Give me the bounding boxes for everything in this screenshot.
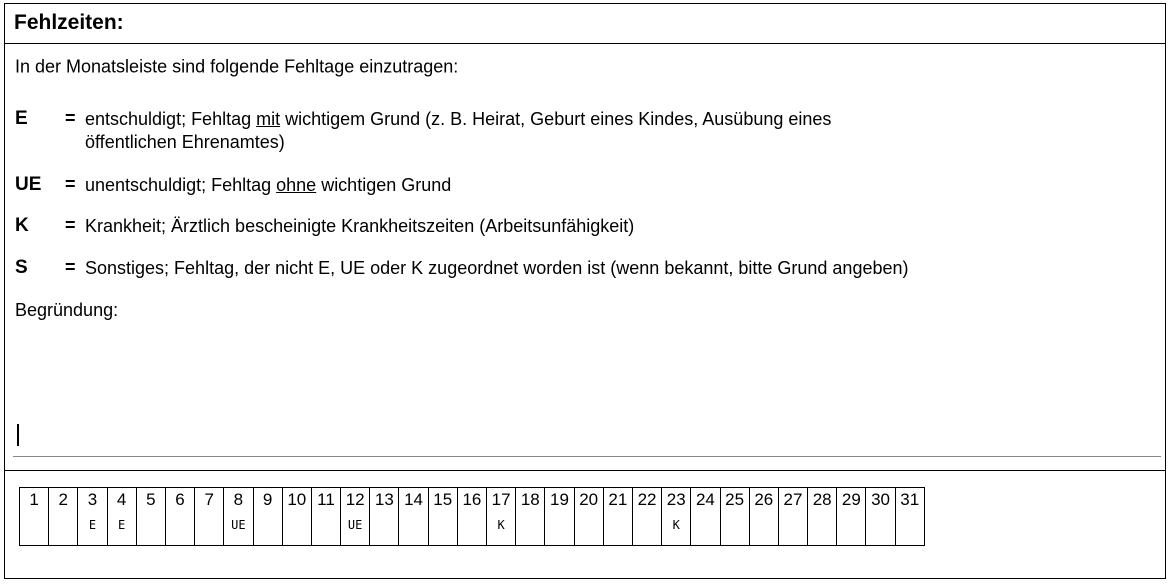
definition-text: unentschuldigt; Fehltag ohne wichtigen Grund [85, 175, 452, 195]
intro-text: In der Monatsleiste sind folgende Fehltage einzutragen: [15, 56, 459, 77]
day-number-cell: 9 [253, 488, 282, 513]
day-number-cell: 15 [428, 488, 457, 513]
day-number-cell: 19 [545, 488, 574, 513]
definition-code: E [15, 108, 28, 129]
day-number-cell: 6 [165, 488, 194, 513]
reason-field[interactable] [15, 326, 1155, 452]
day-number-cell: 27 [778, 488, 807, 513]
day-mark-cell[interactable] [632, 512, 661, 545]
day-mark-cell[interactable] [165, 512, 194, 545]
day-mark-cell[interactable] [574, 512, 603, 545]
absence-form [4, 3, 1166, 579]
day-number-cell: 2 [49, 488, 78, 513]
definition-equals: = [65, 174, 76, 194]
day-mark-cell[interactable]: UE [341, 512, 370, 545]
day-mark-cell[interactable] [136, 512, 165, 545]
day-mark-cell[interactable] [837, 512, 866, 545]
day-mark-cell[interactable] [778, 512, 807, 545]
day-mark-cell[interactable] [49, 512, 78, 545]
day-number-cell: 13 [370, 488, 399, 513]
day-mark-cell[interactable]: E [78, 512, 107, 545]
form-header [5, 4, 1165, 44]
day-number-cell: 23 [662, 488, 691, 513]
day-mark-row [20, 512, 925, 545]
day-mark-cell[interactable] [545, 512, 574, 545]
day-number-cell: 28 [808, 488, 837, 513]
day-mark-cell[interactable] [195, 512, 224, 545]
day-number-row [20, 488, 925, 513]
day-mark-cell[interactable] [866, 512, 895, 545]
day-number-cell: 21 [603, 488, 632, 513]
day-number-cell: 12 [341, 488, 370, 513]
form-title: Fehlzeiten: [14, 11, 124, 34]
definition-code: S [15, 257, 28, 278]
day-number-cell: 3 [78, 488, 107, 513]
day-mark-cell[interactable] [895, 512, 924, 545]
definition-code: UE [15, 174, 42, 195]
day-mark-cell[interactable] [808, 512, 837, 545]
day-number-cell: 1 [20, 488, 49, 513]
definition-equals: = [65, 108, 76, 128]
day-number-cell: 29 [837, 488, 866, 513]
definition-text: entschuldigt; Fehltag mit wichtigem Grund (z. B. Heirat, Geburt eines Kindes, Ausübung eines öffentlichen Ehrenamtes) [85, 109, 832, 152]
month-bar [19, 487, 925, 546]
day-mark-cell[interactable]: E [107, 512, 136, 545]
day-mark-cell[interactable] [370, 512, 399, 545]
definition-equals: = [65, 257, 76, 277]
day-number-cell: 7 [195, 488, 224, 513]
day-number-cell: 16 [457, 488, 486, 513]
day-number-cell: 18 [516, 488, 545, 513]
day-mark-cell[interactable] [516, 512, 545, 545]
section-divider [5, 470, 1165, 471]
day-number-cell: 4 [107, 488, 136, 513]
day-number-cell: 20 [574, 488, 603, 513]
day-mark-cell[interactable] [457, 512, 486, 545]
day-mark-cell[interactable] [749, 512, 778, 545]
day-number-cell: 8 [224, 488, 253, 513]
day-mark-cell[interactable] [253, 512, 282, 545]
day-mark-cell[interactable] [311, 512, 340, 545]
day-number-cell: 30 [866, 488, 895, 513]
day-number-cell: 10 [282, 488, 311, 513]
day-number-cell: 17 [487, 488, 516, 513]
day-mark-cell[interactable]: UE [224, 512, 253, 545]
day-number-cell: 5 [136, 488, 165, 513]
day-number-cell: 24 [691, 488, 720, 513]
day-number-cell: 26 [749, 488, 778, 513]
definition-equals: = [65, 215, 76, 235]
definition-code: K [15, 215, 29, 236]
day-mark-cell[interactable] [428, 512, 457, 545]
day-mark-cell[interactable] [20, 512, 49, 545]
day-mark-cell[interactable] [603, 512, 632, 545]
definition-text: Krankheit; Ärztlich bescheinigte Krankheitszeiten (Arbeitsunfähigkeit) [85, 216, 635, 236]
reason-label: Begründung: [15, 300, 119, 320]
day-mark-cell[interactable] [720, 512, 749, 545]
day-mark-cell[interactable] [399, 512, 428, 545]
day-mark-cell[interactable] [691, 512, 720, 545]
day-number-cell: 11 [311, 488, 340, 513]
day-number-cell: 14 [399, 488, 428, 513]
day-mark-cell[interactable]: K [487, 512, 516, 545]
text-cursor [17, 424, 19, 446]
day-number-cell: 22 [632, 488, 661, 513]
reason-underline [13, 456, 1161, 457]
day-number-cell: 31 [895, 488, 924, 513]
day-mark-cell[interactable]: K [662, 512, 691, 545]
definition-text: Sonstiges; Fehltag, der nicht E, UE oder K zugeordnet worden ist (wenn bekannt, bitte Grund angeben) [85, 258, 909, 278]
day-mark-cell[interactable] [282, 512, 311, 545]
day-number-cell: 25 [720, 488, 749, 513]
